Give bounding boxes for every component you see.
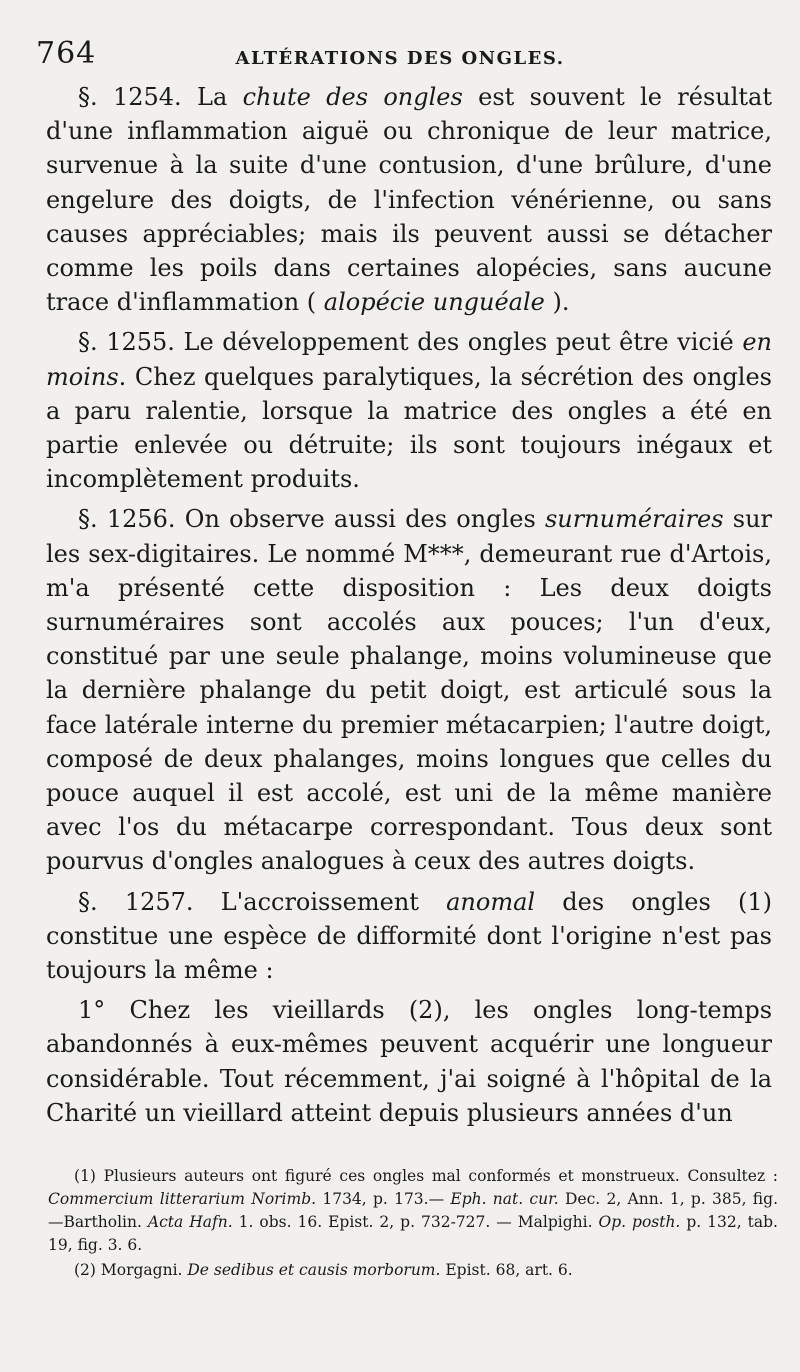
footnote: (2) Morgagni. De sedibus et causis morborum. Epist. 68, art. 6.	[74, 1261, 573, 1279]
paragraph-text: Le développement des ongles peut être vicié en moins. Chez quelques paralytiques, la sécrétion des ongles a paru ralentie, lorsque la matrice des ongles a été en partie enlevée ou détruite; ils sont toujours inégaux et incomplètement produits.	[46, 328, 772, 494]
paragraph	[46, 885, 772, 988]
page-header	[36, 36, 764, 76]
paragraph	[46, 502, 772, 878]
section-number: §. 1256.	[78, 505, 176, 534]
paragraph-text: Chez les vieillards (2), les ongles long-temps abandonnés à eux-mêmes peuvent acquérir une longueur considérable. Tout récemment, j'ai soigné à l'hôpital de la Charité un vieillard atteint depuis plusieurs années d'un	[46, 996, 773, 1127]
paragraph-text: La chute des ongles est souvent le résultat d'une inflammation aiguë ou chronique de leur matrice, survenue à la suite d'une contusion, d'une brûlure, d'une engelure des doigts, de l'infection vénérienne, ou sans causes appréciables; mais ils peuvent aussi se détacher comme les poils dans certaines alopécies, sans aucune trace d'inflammation ( alopécie unguéale ).	[46, 83, 772, 317]
running-title: ALTÉRATIONS DES ONGLES.	[235, 48, 565, 69]
list-marker: 1°	[78, 996, 130, 1025]
page-number: 764	[36, 36, 97, 71]
section-number: §. 1254.	[78, 83, 182, 111]
paragraph	[46, 993, 772, 1130]
paragraph-text: On observe aussi des ongles surnuméraires sur les sex-digitaires. Le nommé M***, demeurant rue d'Artois, m'a présenté cette disposition : Les deux doigts surnuméraires sont accolés aux pouces; l'un d'eux, constitué par une seule phalange, moins volumineuse que la dernière phalange du petit doigt, est articulé sous la face latérale interne du premier métacarpien; l'autre doigt, composé de deux phalanges, moins longues que celles du pouce auquel il est accolé, est uni de la même manière avec l'os du métacarpe correspondant. Tous deux sont pourvus d'ongles analogues à ceux des autres doigts.	[46, 505, 773, 876]
paragraph-text: L'accroissement anomal des ongles (1) constitue une espèce de difformité dont l'origine n'est pas toujours la même :	[46, 887, 772, 985]
paragraph	[46, 325, 772, 496]
footnote: (1) Plusieurs auteurs ont figuré ces ongles mal conformés et monstrueux. Consultez : Commercium litterarium Norimb. 1734, p. 173.— Eph. nat. cur. Dec. 2, Ann. 1, p. 385, fig. —Bartholin. Acta Hafn. 1. obs. 16. Epist. 2, p. 732-727. — Malpighi. Op. posth. p. 132, tab. 19, fig. 3. 6.	[48, 1167, 778, 1254]
footnotes	[48, 1165, 778, 1284]
body-text	[46, 80, 772, 1136]
section-number: §. 1255.	[78, 328, 175, 357]
section-number: §. 1257.	[78, 887, 194, 916]
paragraph	[46, 80, 772, 319]
